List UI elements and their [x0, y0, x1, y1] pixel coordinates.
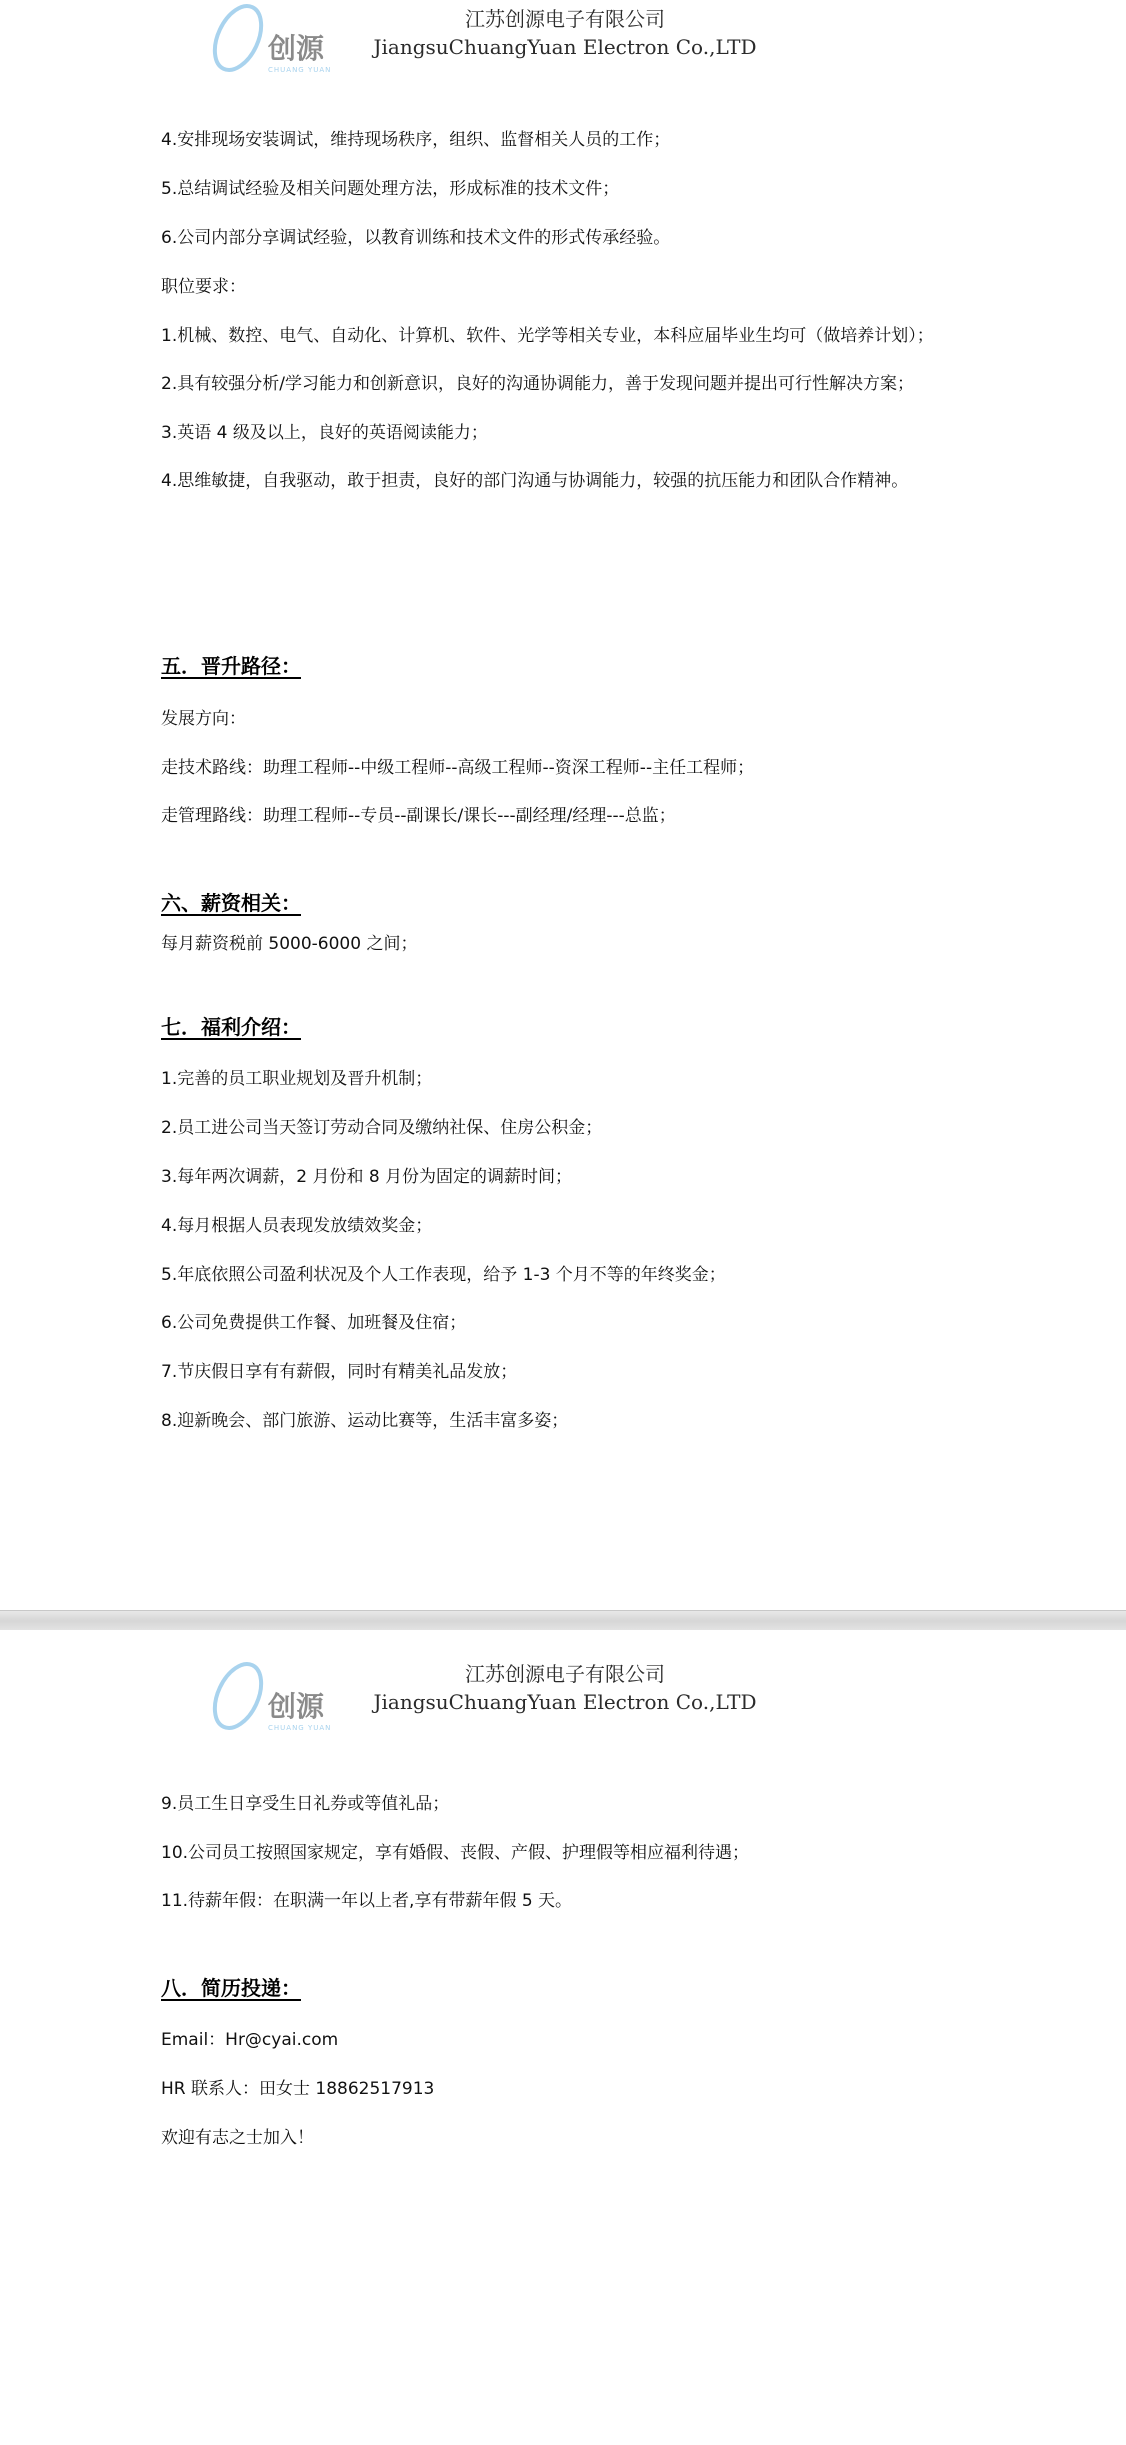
benefit-item: 10.公司员工按照国家规定，享有婚假、丧假、产假、护理假等相应福利待遇； [161, 1843, 750, 1863]
requirements-title: 职位要求： [161, 277, 246, 297]
company-name-en: JiangsuChuangYuan Electron Co.,LTD [373, 1690, 757, 1714]
section-heading-resume: 八．简历投递： [161, 1976, 301, 2000]
requirement-item: 1.机械、数控、电气、自动化、计算机、软件、光学等相关专业，本科应届毕业生均可（做培养计划）； [161, 326, 934, 346]
promotion-line: 走管理路线：助理工程师--专员--副课长/课长---副经理/经理---总监； [161, 806, 676, 826]
contact-email: Email：Hr@cyai.com [161, 2030, 339, 2050]
logo-en-text: CHUANG YUAN [268, 66, 332, 74]
benefit-item: 3.每年两次调薪，2 月份和 8 月份为固定的调薪时间； [161, 1167, 573, 1187]
benefit-item: 4.每月根据人员表现发放绩效奖金； [161, 1216, 433, 1236]
company-name-cn: 江苏创源电子有限公司 [465, 1662, 665, 1686]
company-name-en: JiangsuChuangYuan Electron Co.,LTD [373, 35, 757, 59]
document-page-2 [0, 1630, 1126, 2445]
requirement-item: 2.具有较强分析/学习能力和创新意识，良好的沟通协调能力，善于发现问题并提出可行性解决方案； [161, 374, 914, 394]
section-heading-promotion: 五．晋升路径： [161, 654, 301, 678]
page-separator [0, 1610, 1126, 1632]
promotion-line: 发展方向： [161, 709, 246, 729]
benefit-item: 5.年底依照公司盈利状况及个人工作表现，给予 1-3 个月不等的年终奖金； [161, 1265, 726, 1285]
duty-item: 5.总结调试经验及相关问题处理方法，形成标准的技术文件； [161, 179, 620, 199]
section-heading-benefits: 七．福利介绍： [161, 1015, 301, 1039]
logo-cn-text: 创源 [268, 32, 325, 65]
logo-cn-text: 创源 [268, 1690, 325, 1723]
welcome-line: 欢迎有志之士加入！ [161, 2128, 314, 2148]
benefit-item: 9.员工生日享受生日礼券或等值礼品； [161, 1794, 450, 1814]
benefit-item: 2.员工进公司当天签订劳动合同及缴纳社保、住房公积金； [161, 1118, 603, 1138]
page-header [0, 0, 1126, 80]
contact-person: HR 联系人：田女士 18862517913 [161, 2079, 435, 2099]
duty-item: 6.公司内部分享调试经验，以教育训练和技术文件的形式传承经验。 [161, 228, 671, 248]
benefit-item: 8.迎新晚会、部门旅游、运动比赛等，生活丰富多姿； [161, 1411, 569, 1431]
logo-en-text: CHUANG YUAN [268, 1724, 332, 1732]
requirement-item: 3.英语 4 级及以上，良好的英语阅读能力； [161, 423, 488, 443]
benefit-item: 11.待薪年假：在职满一年以上者,享有带薪年假 5 天。 [161, 1891, 573, 1911]
benefit-item: 7.节庆假日享有有薪假，同时有精美礼品发放； [161, 1362, 518, 1382]
section-heading-salary: 六、薪资相关： [161, 891, 301, 915]
company-name [360, 5, 770, 61]
salary-line: 每月薪资税前 5000-6000 之间； [161, 934, 418, 954]
benefit-item: 1.完善的员工职业规划及晋升机制； [161, 1069, 433, 1089]
page-header [0, 1658, 1126, 1738]
company-logo [200, 0, 340, 80]
duty-item: 4.安排现场安装调试，维持现场秩序，组织、监督相关人员的工作； [161, 130, 671, 150]
requirement-item: 4.思维敏捷，自我驱动，敢于担责，良好的部门沟通与协调能力，较强的抗压能力和团队合作精神。 [161, 471, 909, 491]
company-logo [200, 1658, 340, 1738]
promotion-line: 走技术路线：助理工程师--中级工程师--高级工程师--资深工程师--主任工程师； [161, 758, 755, 778]
benefit-item: 6.公司免费提供工作餐、加班餐及住宿； [161, 1313, 467, 1333]
company-name [360, 1660, 770, 1716]
company-name-cn: 江苏创源电子有限公司 [465, 7, 665, 31]
